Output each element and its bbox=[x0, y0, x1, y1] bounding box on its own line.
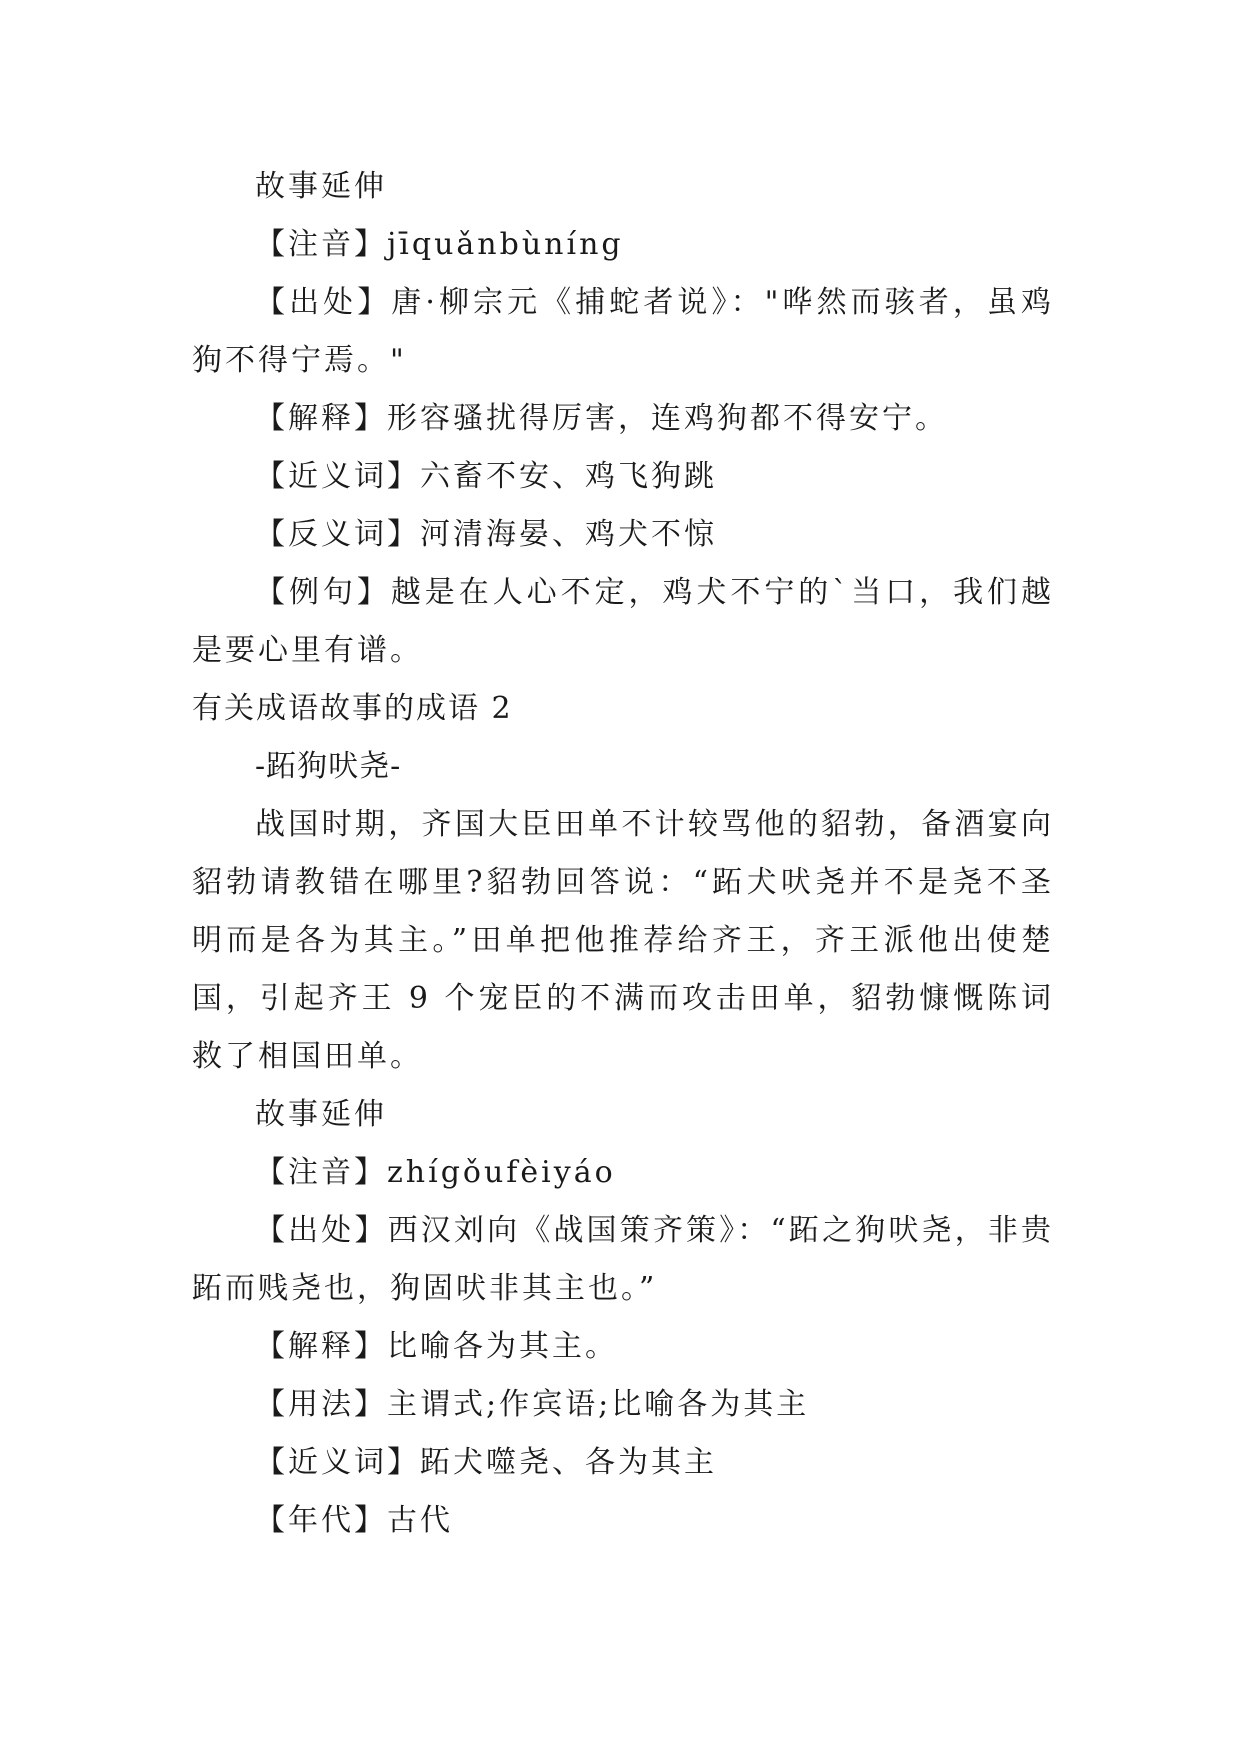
section-heading: 有关成语故事的成语 2 bbox=[192, 691, 513, 726]
synonym-entry: 【近义词】六畜不安、鸡飞狗跳 bbox=[255, 459, 717, 494]
pronunciation-entry: 【注音】zhígǒufèiyáo bbox=[255, 1155, 616, 1190]
source-entry: 【出处】唐·柳宗元《捕蛇者说》："哗然而骇者，虽鸡狗不得宁焉。" bbox=[192, 285, 1054, 378]
source-entry: 【出处】西汉刘向《战国策齐策》：“跖之狗吠尧，非贵跖而贱尧也，狗固吠非其主也。” bbox=[192, 1213, 1054, 1306]
story-extension-title: 故事延伸 bbox=[255, 169, 387, 204]
example-sentence-entry: 【例句】越是在人心不定，鸡犬不宁的`当口，我们越是要心里有谱。 bbox=[192, 575, 1054, 668]
explanation-entry: 【解释】比喻各为其主。 bbox=[255, 1329, 618, 1364]
story-extension-title: 故事延伸 bbox=[255, 1097, 387, 1132]
story-paragraph: 战国时期，齐国大臣田单不计较骂他的貂勃，备酒宴向貂勃请教错在哪里?貂勃回答说：“跖犬吠尧并不是尧不圣明而是各为其主。”田单把他推荐给齐王，齐王派他出使楚国，引起齐王 9 个宠臣的不满而攻击田单，貂勃慷慨陈词救了相国田单。 bbox=[192, 807, 1054, 1074]
antonym-entry: 【反义词】河清海晏、鸡犬不惊 bbox=[255, 517, 717, 552]
document-body bbox=[192, 158, 1054, 1550]
era-entry: 【年代】古代 bbox=[255, 1503, 453, 1538]
usage-entry: 【用法】主谓式;作宾语;比喻各为其主 bbox=[255, 1387, 810, 1422]
idiom-subtitle: -跖狗吠尧- bbox=[255, 749, 402, 784]
synonym-entry: 【近义词】跖犬噬尧、各为其主 bbox=[255, 1445, 717, 1480]
pronunciation-entry: 【注音】jīquǎnbùníng bbox=[255, 227, 624, 262]
explanation-entry: 【解释】形容骚扰得厉害，连鸡狗都不得安宁。 bbox=[255, 401, 948, 436]
